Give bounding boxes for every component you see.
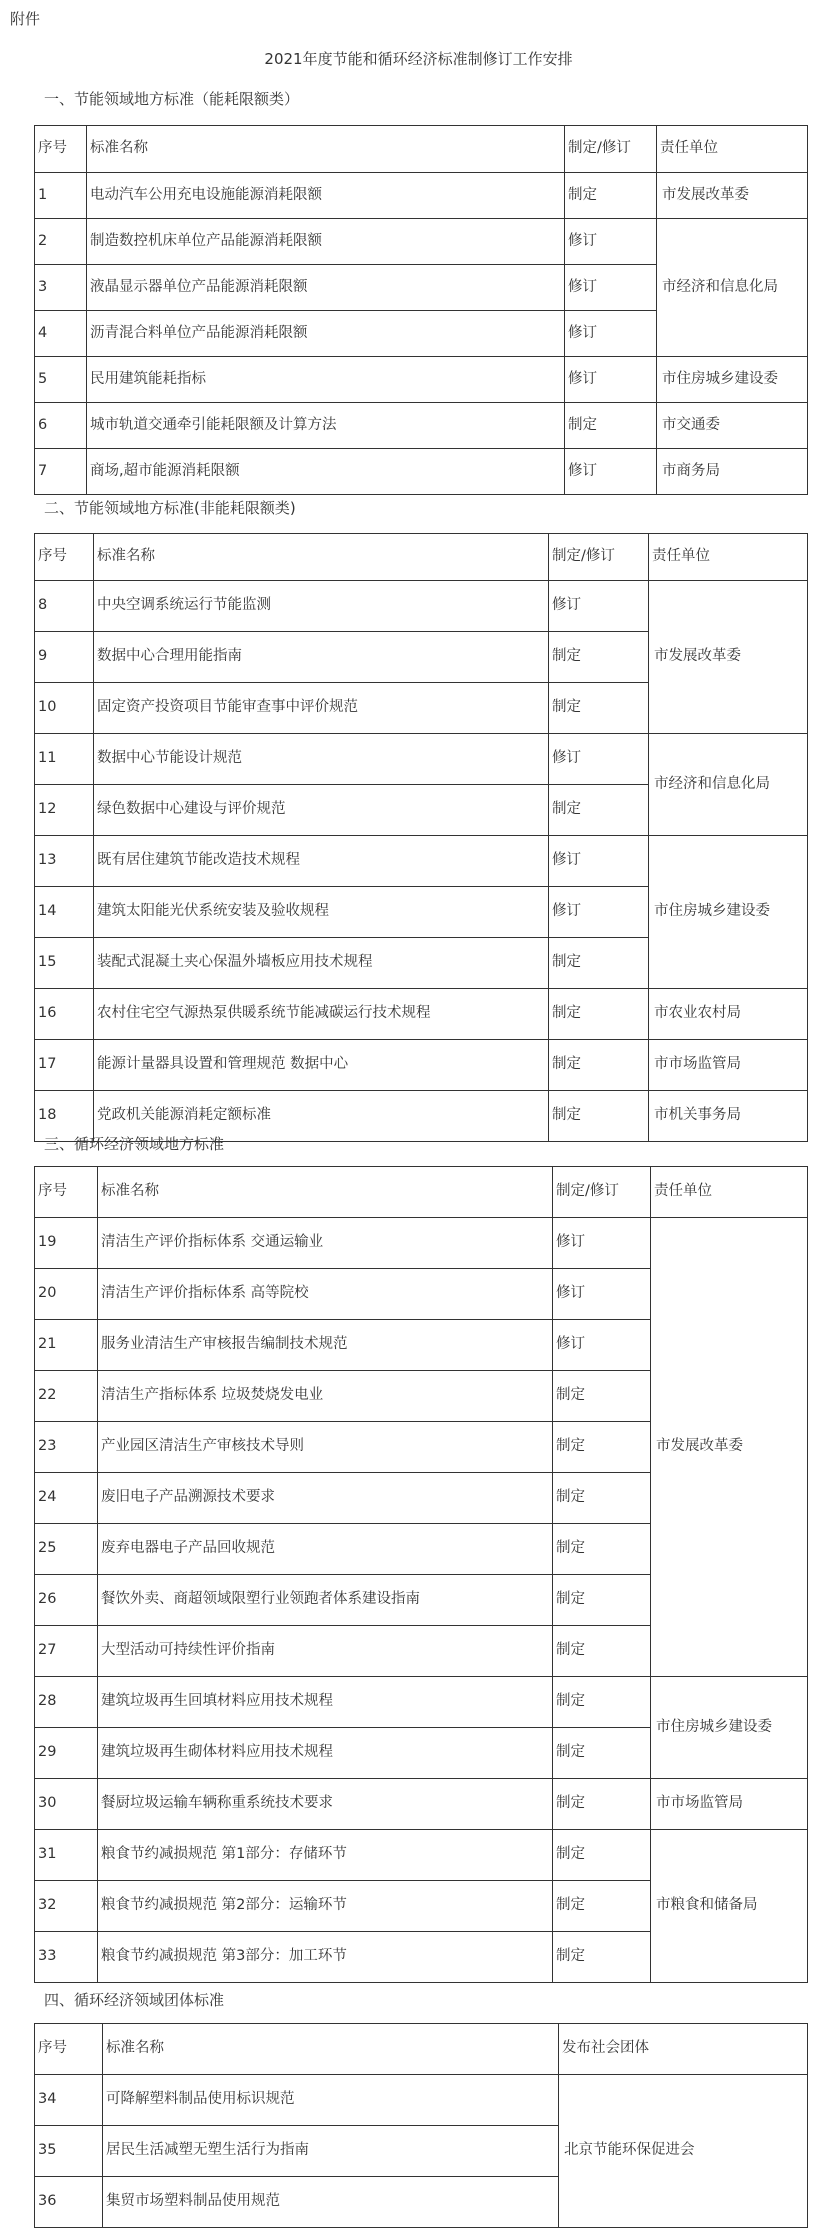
standard-name: 废旧电子产品溯源技术要求 xyxy=(98,1473,553,1524)
responsible-unit: 市市场监管局 xyxy=(649,1040,808,1091)
revision-type: 修订 xyxy=(553,1269,651,1320)
standard-name: 商场,超市能源消耗限额 xyxy=(87,449,565,495)
row-number: 29 xyxy=(35,1728,98,1779)
table-row xyxy=(35,449,808,495)
standards-table xyxy=(34,2023,808,2228)
column-header: 制定/修订 xyxy=(565,126,657,173)
standard-name: 农村住宅空气源热泵供暖系统节能减碳运行技术规程 xyxy=(94,989,549,1040)
standard-name: 服务业清洁生产审核报告编制技术规范 xyxy=(98,1320,553,1371)
standard-name: 餐饮外卖、商超领域限塑行业领跑者体系建设指南 xyxy=(98,1575,553,1626)
row-number: 22 xyxy=(35,1371,98,1422)
row-number: 36 xyxy=(35,2177,103,2228)
responsible-unit: 市发展改革委 xyxy=(657,173,808,219)
revision-type: 修订 xyxy=(565,265,657,311)
column-header: 标准名称 xyxy=(98,1167,553,1218)
table-row xyxy=(35,1040,808,1091)
row-number: 35 xyxy=(35,2126,103,2177)
row-number: 34 xyxy=(35,2075,103,2126)
standard-name: 电动汽车公用充电设施能源消耗限额 xyxy=(87,173,565,219)
table-row xyxy=(35,403,808,449)
standard-name: 固定资产投资项目节能审查事中评价规范 xyxy=(94,683,549,734)
standard-name: 建筑垃圾再生回填材料应用技术规程 xyxy=(98,1677,553,1728)
responsible-unit: 北京节能环保促进会 xyxy=(559,2075,808,2228)
responsible-unit: 市商务局 xyxy=(657,449,808,495)
table-row xyxy=(35,1218,808,1269)
row-number: 11 xyxy=(35,734,94,785)
column-header: 标准名称 xyxy=(103,2024,559,2075)
standard-name: 粮食节约减损规范 第2部分：运输环节 xyxy=(98,1881,553,1932)
column-header: 序号 xyxy=(35,2024,103,2075)
column-header: 序号 xyxy=(35,126,87,173)
row-number: 27 xyxy=(35,1626,98,1677)
responsible-unit: 市市场监管局 xyxy=(651,1779,808,1830)
table-row xyxy=(35,2075,808,2126)
revision-type: 修订 xyxy=(549,887,649,938)
row-number: 13 xyxy=(35,836,94,887)
table-row xyxy=(35,836,808,887)
revision-type: 修订 xyxy=(565,449,657,495)
table-row xyxy=(35,581,808,632)
revision-type: 制定 xyxy=(553,1524,651,1575)
standards-table xyxy=(34,1166,808,1983)
row-number: 1 xyxy=(35,173,87,219)
revision-type: 制定 xyxy=(553,1473,651,1524)
column-header: 制定/修订 xyxy=(549,534,649,581)
revision-type: 制定 xyxy=(549,632,649,683)
row-number: 25 xyxy=(35,1524,98,1575)
column-header: 制定/修订 xyxy=(553,1167,651,1218)
row-number: 17 xyxy=(35,1040,94,1091)
row-number: 14 xyxy=(35,887,94,938)
section-heading: 一、节能领域地方标准（能耗限额类） xyxy=(44,90,300,108)
revision-type: 修订 xyxy=(565,219,657,265)
revision-type: 制定 xyxy=(553,1881,651,1932)
row-number: 2 xyxy=(35,219,87,265)
responsible-unit: 市交通委 xyxy=(657,403,808,449)
row-number: 24 xyxy=(35,1473,98,1524)
standard-name: 建筑太阳能光伏系统安装及验收规程 xyxy=(94,887,549,938)
responsible-unit: 市经济和信息化局 xyxy=(657,219,808,357)
revision-type: 制定 xyxy=(549,785,649,836)
standard-name: 中央空调系统运行节能监测 xyxy=(94,581,549,632)
revision-type: 制定 xyxy=(553,1932,651,1983)
revision-type: 修订 xyxy=(549,836,649,887)
revision-type: 修订 xyxy=(549,734,649,785)
standard-name: 产业园区清洁生产审核技术导则 xyxy=(98,1422,553,1473)
standard-name: 沥青混合料单位产品能源消耗限额 xyxy=(87,311,565,357)
document-title: 2021年度节能和循环经济标准制修订工作安排 xyxy=(264,50,573,68)
table-row xyxy=(35,1677,808,1728)
responsible-unit: 市粮食和储备局 xyxy=(651,1830,808,1983)
section-heading: 三、循环经济领域地方标准 xyxy=(44,1135,225,1153)
revision-type: 制定 xyxy=(549,1040,649,1091)
row-number: 8 xyxy=(35,581,94,632)
standard-name: 废弃电器电子产品回收规范 xyxy=(98,1524,553,1575)
row-number: 30 xyxy=(35,1779,98,1830)
table-row xyxy=(35,1830,808,1881)
revision-type: 制定 xyxy=(553,1830,651,1881)
row-number: 16 xyxy=(35,989,94,1040)
revision-type: 修订 xyxy=(565,357,657,403)
standard-name: 既有居住建筑节能改造技术规程 xyxy=(94,836,549,887)
standard-name: 绿色数据中心建设与评价规范 xyxy=(94,785,549,836)
standards-table xyxy=(34,125,808,495)
table-row xyxy=(35,734,808,785)
standard-name: 清洁生产评价指标体系 高等院校 xyxy=(98,1269,553,1320)
row-number: 3 xyxy=(35,265,87,311)
column-header: 责任单位 xyxy=(649,534,808,581)
table-row xyxy=(35,219,808,265)
revision-type: 制定 xyxy=(565,173,657,219)
standard-name: 制造数控机床单位产品能源消耗限额 xyxy=(87,219,565,265)
section-heading: 四、循环经济领域团体标准 xyxy=(44,1991,225,2009)
standards-table xyxy=(34,533,808,1142)
standard-name: 可降解塑料制品使用标识规范 xyxy=(103,2075,559,2126)
row-number: 20 xyxy=(35,1269,98,1320)
responsible-unit: 市农业农村局 xyxy=(649,989,808,1040)
revision-type: 制定 xyxy=(553,1626,651,1677)
standard-name: 粮食节约减损规范 第3部分：加工环节 xyxy=(98,1932,553,1983)
revision-type: 修订 xyxy=(553,1218,651,1269)
column-header: 责任单位 xyxy=(651,1167,808,1218)
row-number: 33 xyxy=(35,1932,98,1983)
standard-name: 城市轨道交通牵引能耗限额及计算方法 xyxy=(87,403,565,449)
section-heading: 二、节能领域地方标准(非能耗限额类) xyxy=(44,499,296,517)
revision-type: 制定 xyxy=(553,1779,651,1830)
row-number: 23 xyxy=(35,1422,98,1473)
responsible-unit: 市机关事务局 xyxy=(649,1091,808,1142)
responsible-unit: 市住房城乡建设委 xyxy=(649,836,808,989)
revision-type: 制定 xyxy=(549,938,649,989)
revision-type: 修订 xyxy=(549,581,649,632)
revision-type: 制定 xyxy=(553,1371,651,1422)
row-number: 19 xyxy=(35,1218,98,1269)
revision-type: 制定 xyxy=(549,1091,649,1142)
revision-type: 制定 xyxy=(553,1728,651,1779)
table-header-row xyxy=(35,534,808,581)
row-number: 31 xyxy=(35,1830,98,1881)
standard-name: 集贸市场塑料制品使用规范 xyxy=(103,2177,559,2228)
responsible-unit: 市经济和信息化局 xyxy=(649,734,808,836)
revision-type: 修订 xyxy=(565,311,657,357)
row-number: 10 xyxy=(35,683,94,734)
responsible-unit: 市住房城乡建设委 xyxy=(651,1677,808,1779)
revision-type: 制定 xyxy=(553,1422,651,1473)
column-header: 序号 xyxy=(35,534,94,581)
standard-name: 居民生活减塑无塑生活行为指南 xyxy=(103,2126,559,2177)
standard-name: 数据中心节能设计规范 xyxy=(94,734,549,785)
standard-name: 大型活动可持续性评价指南 xyxy=(98,1626,553,1677)
revision-type: 制定 xyxy=(549,989,649,1040)
standard-name: 液晶显示器单位产品能源消耗限额 xyxy=(87,265,565,311)
table-header-row xyxy=(35,126,808,173)
row-number: 4 xyxy=(35,311,87,357)
standard-name: 装配式混凝土夹心保温外墙板应用技术规程 xyxy=(94,938,549,989)
standard-name: 清洁生产评价指标体系 交通运输业 xyxy=(98,1218,553,1269)
column-header: 责任单位 xyxy=(657,126,808,173)
table-row xyxy=(35,173,808,219)
revision-type: 修订 xyxy=(553,1320,651,1371)
standard-name: 餐厨垃圾运输车辆称重系统技术要求 xyxy=(98,1779,553,1830)
revision-type: 制定 xyxy=(553,1677,651,1728)
standard-name: 能源计量器具设置和管理规范 数据中心 xyxy=(94,1040,549,1091)
revision-type: 制定 xyxy=(553,1575,651,1626)
column-header: 序号 xyxy=(35,1167,98,1218)
row-number: 26 xyxy=(35,1575,98,1626)
column-header: 发布社会团体 xyxy=(559,2024,808,2075)
column-header: 标准名称 xyxy=(87,126,565,173)
standard-name: 党政机关能源消耗定额标准 xyxy=(94,1091,549,1142)
table-row xyxy=(35,989,808,1040)
standard-name: 粮食节约减损规范 第1部分：存储环节 xyxy=(98,1830,553,1881)
row-number: 12 xyxy=(35,785,94,836)
row-number: 21 xyxy=(35,1320,98,1371)
attachment-label: 附件 xyxy=(10,10,41,28)
row-number: 18 xyxy=(35,1091,94,1142)
table-row xyxy=(35,1779,808,1830)
row-number: 15 xyxy=(35,938,94,989)
standard-name: 民用建筑能耗指标 xyxy=(87,357,565,403)
revision-type: 制定 xyxy=(549,683,649,734)
row-number: 28 xyxy=(35,1677,98,1728)
revision-type: 制定 xyxy=(565,403,657,449)
table-header-row xyxy=(35,1167,808,1218)
table-row xyxy=(35,357,808,403)
standard-name: 清洁生产指标体系 垃圾焚烧发电业 xyxy=(98,1371,553,1422)
row-number: 7 xyxy=(35,449,87,495)
row-number: 5 xyxy=(35,357,87,403)
standard-name: 建筑垃圾再生砌体材料应用技术规程 xyxy=(98,1728,553,1779)
row-number: 32 xyxy=(35,1881,98,1932)
responsible-unit: 市住房城乡建设委 xyxy=(657,357,808,403)
column-header: 标准名称 xyxy=(94,534,549,581)
row-number: 6 xyxy=(35,403,87,449)
responsible-unit: 市发展改革委 xyxy=(649,581,808,734)
standard-name: 数据中心合理用能指南 xyxy=(94,632,549,683)
table-header-row xyxy=(35,2024,808,2075)
row-number: 9 xyxy=(35,632,94,683)
responsible-unit: 市发展改革委 xyxy=(651,1218,808,1677)
